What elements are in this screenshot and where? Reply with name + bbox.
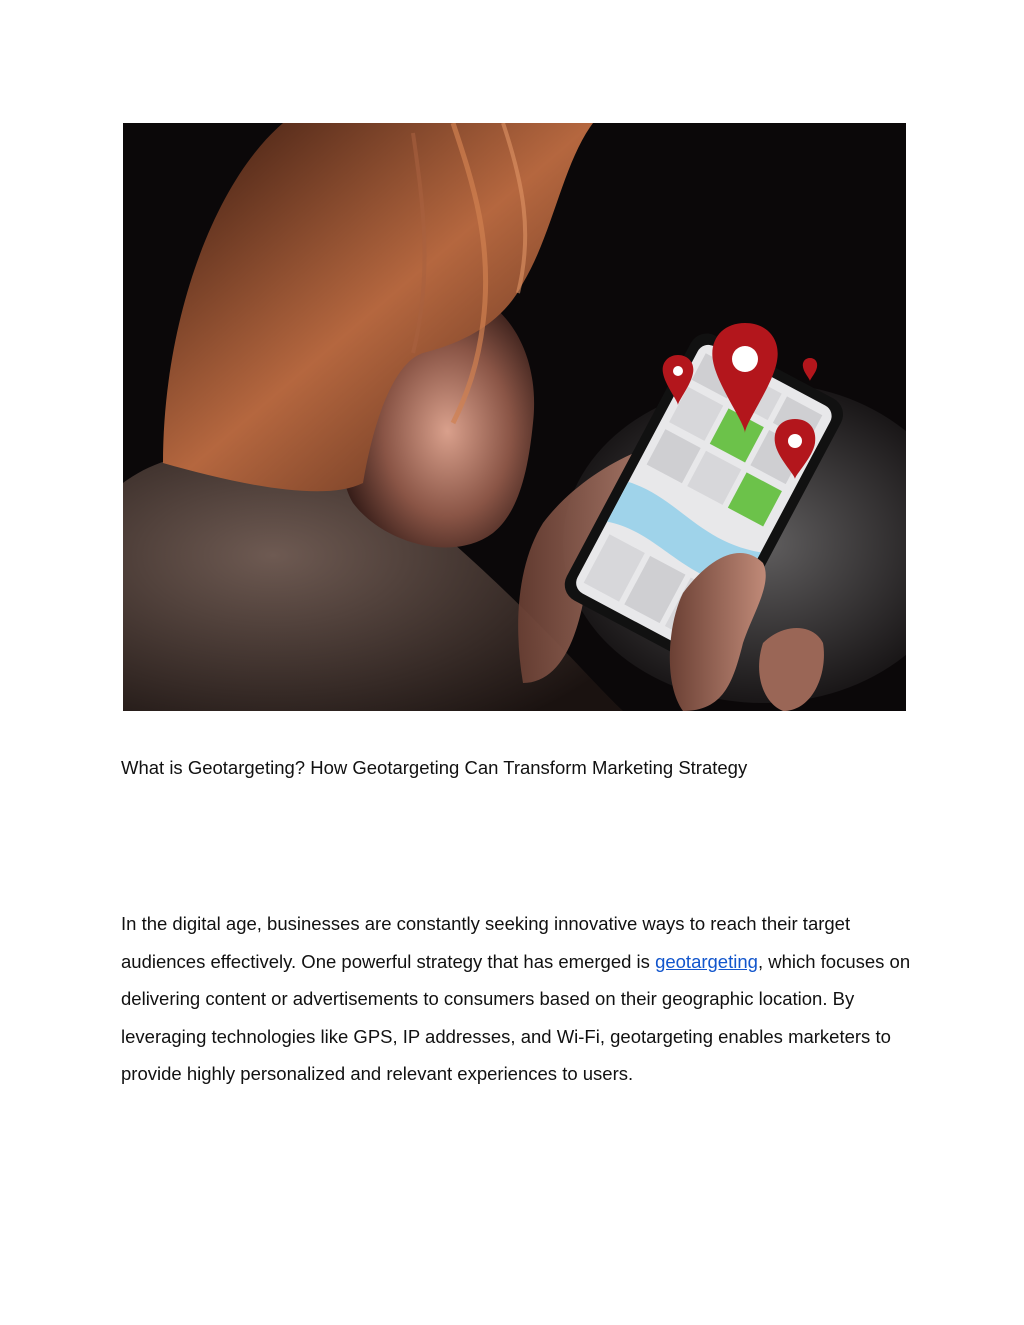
hero-image	[123, 123, 906, 711]
paragraph-text-after-link: , which focuses on delivering content or advertisements to consumers based on their geographic location. By leveraging technologies like GPS, IP addresses, and Wi-Fi, geotargeting enables marketers to provide highly personalized and relevant experiences to users.	[121, 950, 911, 1084]
article-paragraph	[121, 905, 911, 1093]
woman-with-phone-illustration	[123, 123, 906, 711]
geotargeting-link[interactable]: geotargeting	[655, 950, 758, 972]
paragraph-text-before-link: In the digital age, businesses are constantly seeking innovative ways to reach their target audiences effectively. One powerful strategy that has emerged is	[121, 913, 851, 972]
article-title: What is Geotargeting? How Geotargeting Can Transform Marketing Strategy	[121, 757, 748, 778]
